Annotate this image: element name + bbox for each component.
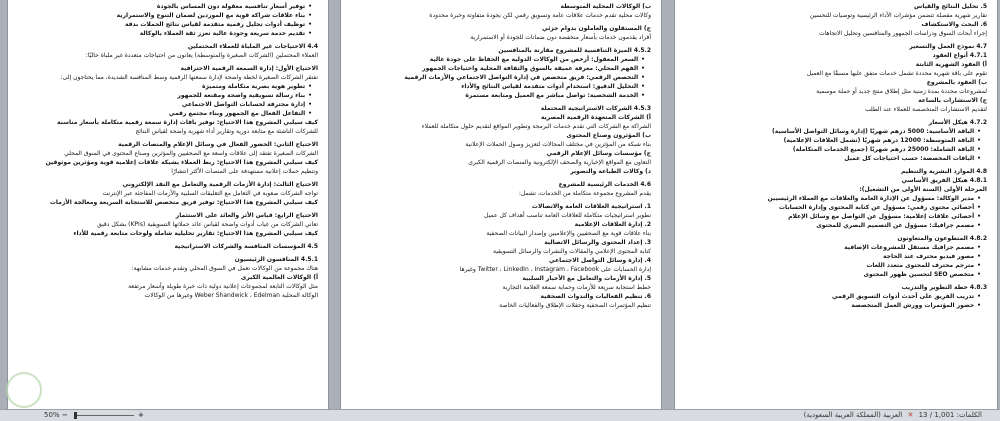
heading-line: الاحتياج الأول: إدارة السمعة الرقمية الاحترافية (180, 65, 318, 72)
heading-line: كيف سيلبي المشروع هذا الاحتياج: تقارير تحليلية شاملة ولوحات متابعة رقمية للأداء (73, 230, 318, 237)
heading-line: 4.5.3 الشركات الاستراتيجية المحتملة (540, 105, 651, 112)
heading-line: 4.5.2 الميزة التنافسية للمشروع مقارنة بالمنافسين (498, 47, 651, 54)
heading-line: كيف سيلبي المشروع هذا الاحتياج: توفير باقات إدارة سمعة رقمية متكاملة بأسعار مناسبة (57, 119, 318, 126)
bullet-item: • حضور المؤتمرات وورش العمل المتخصصة (689, 301, 987, 310)
heading-line: ب) العقود بالمشروع (926, 79, 987, 86)
text-line: الشركات الصغيرة تفتقد إلى علاقات واسعة مع الصحفيين والمؤثرين وصناع المحتوى في السوق المحلي (64, 150, 318, 157)
heading-line: 5. إدارة الأزمات والتعامل مع الأخبار السلبية (522, 275, 651, 282)
heading-line: الاحتياج الثالث: إدارة الأزمات الرقمية والتعامل مع النقد الإلكتروني (122, 181, 318, 188)
bullet-item: • تطوير هوية بصرية متكاملة ومتميزة (22, 82, 318, 91)
heading-line: ج) الاستشارات بالساعة (918, 97, 987, 104)
word-count[interactable]: الكلمات: 1,001 / 13 (918, 411, 982, 419)
heading-line: 4.7 نموذج العمل والتسعير (909, 43, 987, 50)
text-line: إجراء أبحاث السوق ودراسات الجمهور والمنافسين وتحليل الاتجاهات (818, 30, 987, 37)
bullet-item: • الباقة المتوسطة: 12000 درهم شهريًا (تشمل العلاقات الإعلامية) (689, 136, 987, 145)
heading-line: 4.8.2 المتطوعون والمتعاونون (897, 235, 987, 242)
bullet-item: • السعر المعقول: أرخص من الوكالات الدولية مع الحفاظ على جودة عالية (355, 55, 651, 64)
document-page-3[interactable] (675, 0, 997, 410)
heading-line: المرحلة الأولى (السنة الأولى من التشغيل): (859, 186, 987, 193)
text-line: التعاون مع المواقع الإخبارية والصحف الإلكترونية والمنصات الرقمية الكبرى (468, 159, 651, 166)
text-line: يقدم المشروع مجموعة متكاملة من الخدمات، تشمل: (518, 190, 651, 197)
bullet-item: • التحليل الدقيق: استخدام أدوات متقدمة لقياس النتائج والأداء (355, 82, 651, 91)
bullet-item: • متخصص SEO لتحسين ظهور المحتوى (689, 270, 987, 279)
document-page-2[interactable] (341, 0, 661, 410)
bullet-item: • التفاعل الفعال مع الجمهور وبناء مجتمع رقمي (22, 109, 318, 118)
proofing-error-icon[interactable]: ✕ (907, 411, 914, 419)
bullet-item: • توفير أسعار تنافسية معقولة دون المساس بالجودة (22, 2, 318, 11)
text-line: لمشروعات محددة بمدة زمنية مثل إطلاق منتج جديد أو حملة موسمية (816, 88, 987, 95)
status-bar (0, 409, 1000, 421)
bullet-item: • تدريب الفريق على أحدث أدوات التسويق الرقمي (689, 292, 987, 301)
heading-line: 4.8 الموارد البشرية والتنظيم (900, 168, 987, 175)
bullet-item: • مدير الوكالة: مسؤول عن الإدارة العامة والعلاقات مع العملاء الرئيسيين (689, 194, 987, 203)
text-line: مثل الوكالات التابعة لمجموعات إعلانية دولية ذات خبرة طويلة وأسعار مرتفعة (128, 283, 318, 290)
bullet-item: • أخصائي علاقات إعلامية: مسؤول عن التواصل مع وسائل الإعلام (689, 212, 987, 221)
zoom-out-button[interactable]: − (62, 411, 68, 419)
heading-line: 4.7.2 هيكل الأسعار (928, 119, 987, 126)
text-line: العملاء المحتملين (الشركات الصغيرة والمتوسطة) يعانون من احتياجات متعددة غير ملباة حاليًا: (85, 52, 318, 59)
text-line: وتنظيم حملات إعلانية مستهدفة على المنصات الأكثر انتشارًا (171, 168, 318, 175)
text-line: هناك مجموعة من الوكالات تعمل في السوق المحلي وتقدم خدمات مشابهة: (131, 265, 318, 272)
bullet-item: • مصمم جرافيك مستقل للمشروعات الإضافية (689, 243, 987, 252)
heading-line: 5. تحليل النتائج والقياس (914, 3, 987, 10)
bullet-item: • تقديم خدمة سريعة وجودة عالية تعزز ثقة العملاء بالوكالة (22, 29, 318, 38)
text-line: تطوير استراتيجيات متكاملة للعلاقات العامة تناسب أهداف كل عميل (484, 212, 651, 219)
bullet-item: • مصور فيديو محترف عند الحاجة (689, 252, 987, 261)
text-line: بناء شبكة من المؤثرين في مختلف المجالات لتعزيز وصول الحملات الإعلانية (465, 141, 651, 148)
bullet-item: • الباقة الأساسية: 5000 درهم شهريًا (إدارة وسائل التواصل الأساسية) (689, 127, 987, 136)
page-2-content (355, 2, 651, 408)
heading-line: 4.5 المؤسسات المنافسة والشركات الاستراتيجية (174, 243, 318, 250)
zoom-in-button[interactable]: + (138, 411, 144, 419)
heading-line: 4.8.3 خطة التطوير والتدريب (901, 284, 987, 291)
text-line: كتابة المحتوى الإعلامي والمقالات والنشرات والرسائل التسويقية (493, 248, 651, 255)
heading-line: الاحتياج الثاني: الحضور الفعال في وسائل الإعلام والمنصات الرقمية (118, 141, 318, 148)
status-info (804, 410, 982, 421)
heading-line: الاحتياج الرابع: قياس الأثر والعائد على الاستثمار (175, 212, 318, 219)
heading-line: ج) المستقلون والعاملون بدوام جزئي (542, 25, 651, 32)
heading-line: أ) الشركات المتعهدة الرقمية المصرية (540, 114, 651, 121)
bullet-item: • الفهم المحلي: معرفة عميقة بالسوق والثقافة المحلية واحتياجات الجمهور (355, 64, 651, 73)
heading-line: ب) المؤثرون وصناع المحتوى (566, 132, 651, 139)
heading-line: ج) مؤسسات وسائل الإعلام الرقمي (546, 150, 651, 157)
page-3-content (689, 2, 987, 408)
text-line: خطط استجابة سريعة للأزمات وحماية سمعة العلامة التجارية (502, 284, 651, 291)
bullet-item: • بناء علاقات شراكة قوية مع الموردين لضمان التنوع والاستمرارية (22, 11, 318, 20)
heading-line: كيف سيلبي المشروع هذا الاحتياج: توفير فريق متخصص للاستجابة السريعة ومعالجة الأزمات (49, 199, 318, 206)
text-line: تواجه الشركات صعوبة في التعامل مع التعليقات السلبية والأزمات المفاجئة عبر الإنترنت (102, 190, 318, 197)
text-line: أفراد يقدمون خدمات بأسعار منخفضة دون ضمانات للجودة أو الاستمرارية (470, 34, 651, 41)
zoom-level[interactable]: 50% (44, 411, 60, 419)
text-line: بناء علاقات قوية مع الصحفيين والإعلاميين وإصدار البيانات الصحفية (486, 230, 651, 237)
heading-line: 4.6 الخدمات الرئيسية للمشروع (558, 181, 651, 188)
page-1-content (22, 2, 318, 408)
text-line: لتقديم الاستشارات المتخصصة للعملاء عند الطلب (864, 106, 987, 113)
heading-line: 6. تنظيم الفعاليات والندوات الصحفية (540, 293, 651, 300)
text-line: للشركات الناشئة مع متابعة دورية وتقارير أداء شهرية واضحة لقياس النتائج (135, 128, 318, 135)
bullet-item: • إدارة محترفة لحسابات التواصل الاجتماعي (22, 100, 318, 109)
watermark-logo (6, 372, 42, 408)
text-line: تعاني الشركات من غياب أدوات واضحة لقياس عائد حملاتها التسويقية (KPIs) بشكل دقيق (97, 221, 318, 228)
text-line: تفتقر الشركات الصغيرة لخطة واضحة لإدارة سمعتها الرقمية وسط المنافسة الشديدة، مما يحتاجون إلى: (60, 74, 318, 81)
heading-line: 1. استراتيجية العلاقات العامة والاتصالات (531, 203, 651, 210)
zoom-slider[interactable] (74, 415, 134, 416)
bullet-item: • الباقات المخصصة: حسب احتياجات كل عميل (689, 154, 987, 163)
zoom-slider-thumb[interactable] (74, 412, 77, 419)
text-line: الشراكة مع الشركات التي تقدم خدمات البرمجة وتطوير المواقع لتقديم حلول متكاملة للعملاء (421, 123, 651, 130)
heading-line: أ) الوكالات العالمية الكبرى (240, 274, 318, 281)
text-line: إدارة الحسابات على Twitter ، LinkedIn ، Instagram ، Facebook وغيرها (459, 266, 651, 273)
bullet-item: • الباقة الشاملة: 25000 درهم شهريًا (جميع الخدمات المتكاملة) (689, 145, 987, 154)
bullet-item: • مصمم جرافيك: مسؤول عن التصميم البصري للمحتوى (689, 221, 987, 230)
text-line: وكالات محلية تقدم خدمات علاقات عامة وتسويق رقمي لكن بجودة متفاوتة وخبرة محدودة (429, 12, 651, 19)
heading-line: 2. إدارة العلاقات الإعلامية (574, 221, 651, 228)
heading-line: 4. إدارة وسائل التواصل الاجتماعي (549, 257, 651, 264)
heading-line: 4.8.1 هيكل الفريق الأساسي (901, 177, 987, 184)
bullet-item: • توظيف أدوات تحليل رقمية متقدمة لقياس نتائج الحملات بدقة (22, 20, 318, 29)
bullet-item: • أخصائي محتوى رقمي: مسؤول عن كتابة المحتوى وإدارة الحسابات (689, 203, 987, 212)
text-line: تقوم على باقة شهرية محددة تشمل خدمات متفق عليها مسبقًا مع العميل (806, 70, 987, 77)
bullet-item: • مترجم محترف للمحتوى متعدد اللغات (689, 261, 987, 270)
text-line: الوكالة المحلية Weber Shandwick ، Edelman وغيرها من الوكالات (144, 292, 318, 299)
text-line: تنظيم المؤتمرات الصحفية وحفلات الإطلاق والفعاليات الخاصة (499, 302, 651, 309)
language-indicator[interactable]: العربية (المملكة العربية السعودية) (803, 411, 903, 419)
heading-line: 4.4 الاحتياجات غير الملباة للعملاء المحتملين (187, 43, 318, 50)
bullet-item: • الخدمة الشخصية: تواصل مباشر مع العميل ومتابعة مستمرة (355, 91, 651, 100)
heading-line: د) وكالات الطباعة والتصوير (570, 168, 651, 175)
heading-line: 3. إعداد المحتوى والرسائل الاتصالية (544, 239, 651, 246)
heading-line: 4.7.1 أنواع العقود (932, 52, 987, 59)
bullet-item: • التخصص الرقمي: فريق متخصص في إدارة التواصل الاجتماعي والأزمات الرقمية (355, 73, 651, 82)
heading-line: ب) الوكالات المحلية المتوسطة (560, 3, 651, 10)
heading-line: أ) العقود الشهرية الثابتة (915, 61, 987, 68)
document-page-1[interactable] (8, 0, 328, 410)
text-line: تقارير شهرية مفصلة تتضمن مؤشرات الأداء الرئيسية وتوصيات للتحسين (809, 12, 987, 19)
heading-line: كيف سيلبي المشروع هذا الاحتياج: ربط العملاء بشبكة علاقات إعلامية قوية ومؤثرين موثوقين (45, 159, 318, 166)
heading-line: 4.5.1 المنافسون الرئيسيون (234, 256, 318, 263)
bullet-item: • بناء رسالة تسويقية واضحة ومقنعة للجمهور (22, 91, 318, 100)
heading-line: 6. البحث والاستكشاف (921, 21, 987, 28)
